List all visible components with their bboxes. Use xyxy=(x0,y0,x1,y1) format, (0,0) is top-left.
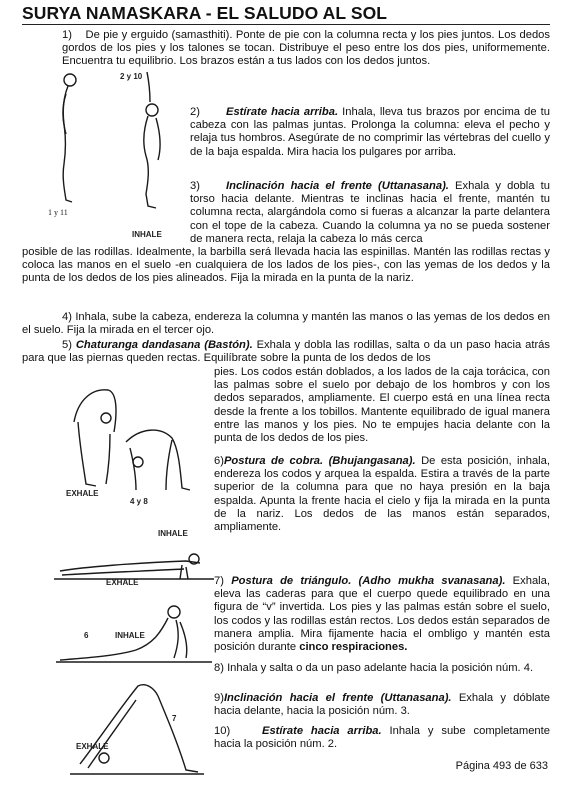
figure-1-side-label: 1 y 11 xyxy=(48,208,68,217)
page-number: Página 493 de 633 xyxy=(455,760,548,772)
figure-3-legs xyxy=(78,422,110,486)
figure-3-exhale-label: EXHALE xyxy=(106,578,139,587)
figure-3-head xyxy=(101,413,111,423)
step-5 xyxy=(22,339,550,365)
figure-5-underside xyxy=(62,569,184,575)
title-divider xyxy=(22,24,550,25)
step-8-text: Inhala y salta o da un paso adelante hacia la posición núm. 4. xyxy=(227,662,534,674)
step-2 xyxy=(190,106,550,159)
figure-6-arm xyxy=(180,622,187,658)
step-6-text: De esta posición, inhala, endereza los codos y arquea la espalda. Estira a través de la parte superior de la columna para que no haya presión en la baja espalda. Apunta la frente hacia el cielo y fija la mirada en la punta de la nariz. Los dedos de las manos están separados, ampliamente. xyxy=(214,455,550,534)
step-2-heading: Estírate hacia arriba. xyxy=(226,106,339,118)
page-title: SURYA NAMASKARA - EL SALUDO AL SOL xyxy=(22,3,388,23)
figure-1-inhale-label: INHALE xyxy=(132,230,162,239)
figure-4-number-label: 6 xyxy=(84,631,89,640)
step-3 xyxy=(190,180,550,246)
step-9-text: Exhala y dóblate hacia delante, hacia la posición núm. 3. xyxy=(214,692,550,718)
step-1-text: De pie y erguido (samasthiti). Ponte de pie con la columna recta y los pies juntos. Los dedos gordos de los pies y los talones se tocan. Distribuye el peso entre los dos pies, uniformemente. Encuentra tu equilibrio. Los brazos están a tus lados con los dedos juntos. xyxy=(62,29,550,68)
figure-2-inhale-label: INHALE xyxy=(158,529,188,538)
step-5-text: Exhala y dobla las rodillas, salta o da un paso hacia atrás para que las piernas queden rectas. Equilíbrate sobre la punta de los dedos de los xyxy=(22,339,550,365)
figure-2-arms xyxy=(147,72,150,102)
step-1-number: 1) xyxy=(62,29,72,41)
figure-7-head xyxy=(99,753,109,763)
step-3-continued: posible de las rodillas. Idealmente, la barbilla será llevada hacia las espinillas. Mantén las rodillas rectas y coloca las manos en el suelo -en cualquiera de los lados de los pies-, con las yemas de los dedos y la punta de los dedos de los pies alineados. Fija la mirada en la punta de la nariz. xyxy=(22,246,550,285)
figure-2-head xyxy=(146,104,158,116)
figure-5-number-label: 7 xyxy=(172,714,177,723)
figure-2-back xyxy=(156,118,160,160)
step-6-heading: Postura de cobra. (Bhujangasana). xyxy=(223,455,416,467)
step-4-text: Inhala, sube la cabeza, endereza la columna y mantén las manos o las yemas de los dedos en el suelo. Fija la mirada en el tercer ojo. xyxy=(22,311,550,337)
step-3-heading: Inclinación hacia el frente (Uttanasana). xyxy=(226,180,449,192)
step-10-number: 10) xyxy=(214,725,231,737)
figure-6-head xyxy=(168,606,180,618)
step-9 xyxy=(214,692,550,718)
figure-2-number-label: 4 y 8 xyxy=(130,497,148,506)
figure-6-back xyxy=(60,618,168,660)
figure-downward-dog xyxy=(60,678,210,778)
figure-1-body xyxy=(63,86,72,202)
step-10-heading: Estírate hacia arriba. xyxy=(262,725,382,737)
figure-4-head xyxy=(133,457,143,467)
figure-7-arm xyxy=(88,700,136,768)
step-6-number: 6) xyxy=(214,455,224,467)
step-9-heading: Inclinación hacia el frente (Uttanasana). xyxy=(223,692,452,704)
figure-standing-poses xyxy=(42,68,192,218)
step-8-number: 8) xyxy=(214,662,224,674)
figure-2-exhale-label: EXHALE xyxy=(66,489,99,498)
step-10 xyxy=(214,725,550,751)
step-2-number: 2) xyxy=(190,106,200,118)
step-1 xyxy=(62,29,550,69)
step-7-number: 7) xyxy=(214,575,224,587)
figure-1-head xyxy=(64,74,76,86)
figure-1-number-label: 2 y 10 xyxy=(120,72,143,81)
figure-5-exhale-label: EXHALE xyxy=(76,742,109,751)
step-4 xyxy=(22,311,550,337)
figure-6-chest xyxy=(174,620,178,658)
step-5-continued: pies. Los codos están doblados, a los lados de la caja torácica, con las palmas sobre el suelo por debajo de los hombros y con los dedos separados, ampliamente. El cuerpo está en una línea recta desde la frente a los tobillos. Mantente equilibrado de igual manera entre las manos y los pies. No te empujes hacia delante con la punta de los dedos de los pies. xyxy=(214,366,550,445)
step-7-bold: cinco respiraciones. xyxy=(299,641,408,654)
figure-4-leg xyxy=(166,440,172,490)
figure-7-legs xyxy=(158,696,198,772)
figure-4-arm xyxy=(130,448,136,490)
step-7 xyxy=(214,575,550,654)
figure-5-arm xyxy=(180,565,188,579)
step-3-text: Exhala y dobla tu torso hacia delante. Mientras te inclinas hacia el frente, mantén tu columna recta, alargándola como si fueras a alcanzar la parte delantera con el tope de la cabeza. Cuando la columna ya no se pueda sostener de manera recta, relaja la cabeza lo más cerca xyxy=(190,180,550,245)
step-10-text: Inhala y sube completamente hacia la posición núm. 2. xyxy=(214,725,550,751)
step-2-text: Inhala, lleva tus brazos por encima de tu cabeza con las palmas juntas. Prolonga la columna: eleva el pecho y relaja tus hombros. Asegúrate de no comprimir las vértebras del cuello y de la baja espalda. Mira hacia los pulgares por arriba. xyxy=(190,106,550,158)
step-8 xyxy=(214,662,550,675)
figure-1-arm xyxy=(63,94,66,134)
step-9-number: 9) xyxy=(214,692,224,704)
step-6 xyxy=(214,455,550,534)
step-5-number: 5) xyxy=(62,339,72,351)
figure-3-back xyxy=(74,390,116,432)
figure-4-inhale-label: INHALE xyxy=(115,631,145,640)
step-7-heading: Postura de triángulo. (Adho mukha svanasana). xyxy=(231,575,506,587)
step-3-number: 3) xyxy=(190,180,200,192)
figure-2-body xyxy=(144,116,156,208)
step-7-text: Exhala, eleva las caderas para que el cuerpo quede equilibrado en una figura de “v” invertida. Los pies y las palmas están sobre el suelo, los codos y las rodillas están rectos. Los dedos están separados de manera amplia. Mira fijamente hacia el ombligo y mantén esta posición durante xyxy=(214,575,550,654)
step-4-number: 4) xyxy=(62,311,72,323)
step-5-heading: Chaturanga dandasana (Bastón). xyxy=(75,339,253,351)
